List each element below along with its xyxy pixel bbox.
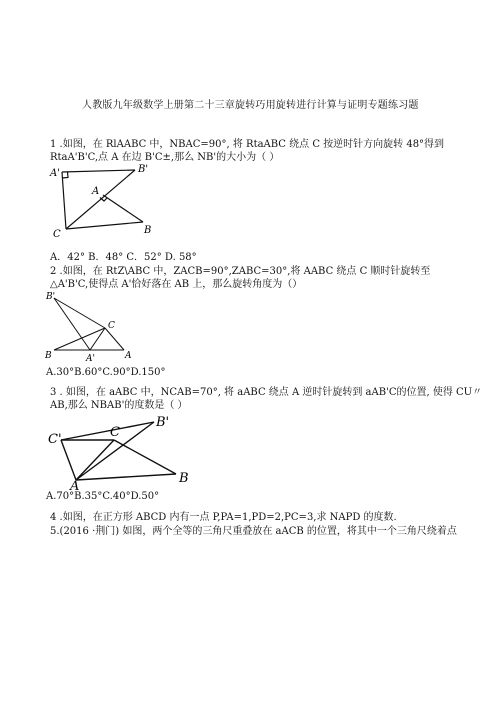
q3-label-a: A bbox=[70, 479, 80, 490]
question-3-line-2: AB,那么 NBAB'的度数是（ ） bbox=[50, 400, 188, 411]
question-1-line-2: RtaA'B'C,点 A 在边 B'C±,那么 NB'的大小为（ ） bbox=[50, 152, 280, 163]
q1-segment-a-prime-b-prime bbox=[62, 170, 135, 172]
q3-segment-c-a bbox=[76, 440, 114, 480]
question-5-line-1: 5.(2016 ·荆门) 如图，两个全等的三角尺重叠放在 aACB 的位置，将其中一个三角尺绕着点 bbox=[50, 526, 457, 537]
q3-segment-c-b bbox=[114, 440, 176, 474]
question-1-figure bbox=[40, 162, 170, 240]
q1-segment-a-b bbox=[103, 195, 143, 222]
q2-label-b-prime: B' bbox=[46, 292, 56, 302]
question-2-figure bbox=[42, 290, 142, 365]
q3-label-c-prime: C' bbox=[48, 432, 62, 447]
q1-label-c: C bbox=[53, 229, 61, 240]
question-2-options: A.30°B.60°C.90°D.150° bbox=[46, 367, 166, 378]
q1-segment-c-b bbox=[66, 222, 143, 229]
q3-segment-c-prime-a bbox=[61, 440, 76, 480]
question-1-options: A．42° B．48° C．52° D. 58° bbox=[50, 252, 197, 263]
q3-label-b: B bbox=[179, 471, 189, 486]
q1-label-a: A bbox=[92, 186, 100, 197]
q1-label-b-prime: B' bbox=[138, 164, 149, 175]
question-2-line-2: △A'B'C,使得点 A'恰好落在 AB 上，那么旋转角度为（） bbox=[50, 279, 303, 290]
q3-segment-a-b bbox=[76, 474, 176, 480]
q2-label-a-prime: A' bbox=[86, 354, 95, 364]
q2-label-b: B bbox=[45, 351, 52, 361]
q2-segment-c-a bbox=[105, 328, 124, 350]
question-2-line-1: 2 .如图，在 RtZ\ABC 中，ZACB=90°,ZABC=30°,将 AABC 绕点 C 顺时针旋转至 bbox=[50, 266, 431, 277]
q1-label-b: B bbox=[144, 225, 152, 236]
q1-segment-a-prime-c bbox=[62, 172, 66, 229]
question-3-line-1: 3 . 如图，在 aABC 中，NCAB=70°, 将 aABC 绕点 A 逆时针旋转到 aAB'C的位置, 使得 CU〃 bbox=[50, 387, 483, 398]
q2-segment-b-prime-c bbox=[54, 298, 105, 328]
q3-label-c: C bbox=[110, 425, 120, 440]
q3-segment-c-prime-b-prime bbox=[61, 422, 154, 440]
page-title: 人教版九年级数学上册第二十三章旋转巧用旋转进行计算与证明专题练习题 bbox=[82, 100, 419, 111]
question-3-options: A.70°B.35°C.40°D.50° bbox=[46, 491, 160, 502]
q2-label-c: C bbox=[108, 321, 115, 331]
question-4-line-1: 4 .如图，在正方形 ABCD 内有一点 P,PA=1,PD=2,PC=3,求 NAPD 的度数. bbox=[50, 512, 397, 523]
q1-label-a-prime: A' bbox=[50, 168, 60, 179]
q3-label-b-prime: B' bbox=[156, 415, 170, 430]
question-1-line-1: 1 .如图，在 RlAABC 中，NBAC=90°, 将 RtaABC 绕点 C 按逆时针方向旋转 48°得到 bbox=[50, 139, 445, 150]
q2-label-a: A bbox=[125, 351, 132, 361]
question-3-figure bbox=[42, 410, 202, 490]
q1-segment-c-b-prime bbox=[66, 170, 135, 229]
